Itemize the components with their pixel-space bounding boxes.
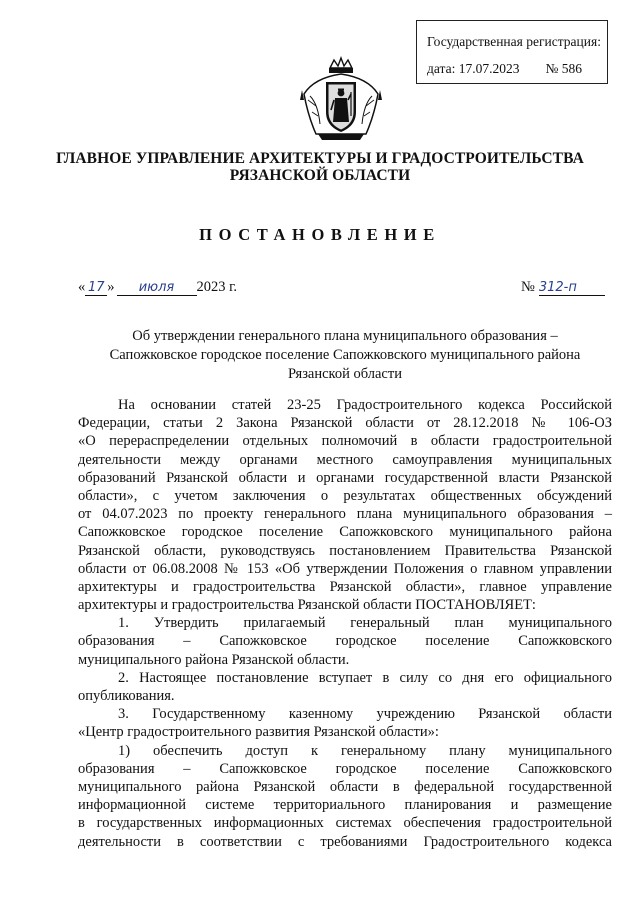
registration-date: дата: 17.07.2023 (427, 61, 520, 76)
body-line: области от 06.08.2008 № 153 «Об утверждении Положения о главном управлении (78, 560, 612, 577)
body-line: образований Рязанской области и органами государственной власти Рязанской (78, 469, 612, 486)
date-day-handwritten: 17 (85, 280, 107, 296)
date-month-handwritten: июля (117, 280, 197, 296)
body-line: муниципального района Рязанской области. (78, 651, 350, 668)
date-open-quote: « (78, 279, 86, 295)
body-line: 3. Государственному казенному учреждению Рязанской области (118, 706, 612, 723)
document-number-prefix: № (521, 279, 535, 295)
date-year: 2023 г. (196, 279, 238, 295)
document-date (78, 279, 237, 296)
subject-line: Сапожковское городское поселение Сапожковского муниципального района (109, 347, 581, 363)
registration-title: Государственная регистрация: (427, 34, 601, 49)
document-type-title: ПОСТАНОВЛЕНИЕ (199, 225, 441, 244)
subject-line: Об утверждении генерального плана муниципального образования – (132, 328, 558, 344)
body-line: Сапожковское городское поселение Сапожковского муниципального района (78, 524, 612, 541)
body-line: архитектуры и градостроительства Рязанской области», главное управление (78, 578, 612, 595)
body-line: «О перераспределении отдельных полномочий в области градостроительной (78, 433, 612, 450)
document-number (521, 279, 605, 296)
body-line: архитектуры и градостроительства Рязанской области ПОСТАНОВЛЯЕТ: (78, 597, 536, 614)
body-line: На основании статей 23-25 Градостроительного кодекса Российской (118, 397, 612, 413)
body-line: деятельности между органами местного самоуправления муниципальных (78, 451, 612, 468)
document-number-handwritten: 312-п (539, 280, 605, 296)
body-line: области», с учетом заключения о результатах общественных обсуждений (78, 487, 612, 504)
body-line: деятельности в соответствии с требованиями Градостроительного кодекса (78, 833, 612, 850)
body-line: Федерации, статьи 2 Закона Рязанской области от 28.12.2018 № 106-ОЗ (78, 415, 612, 432)
subject-line: Рязанской области (288, 366, 402, 382)
organization-title-line1: ГЛАВНОЕ УПРАВЛЕНИЕ АРХИТЕКТУРЫ И ГРАДОСТРОИТЕЛЬСТВА (56, 150, 584, 167)
body-line: муниципального района Рязанской области в федеральной государственной (78, 778, 612, 795)
body-line: «Центр градостроительного развития Рязанской области»: (78, 724, 439, 741)
body-line: Рязанской области, руководствуясь постановлением Правительства Рязанской (78, 542, 612, 559)
document-subject (80, 327, 610, 384)
body-line: образования – Сапожковское городское поселение Сапожковского (78, 633, 612, 650)
organization-title (0, 150, 640, 184)
document-body (78, 396, 612, 851)
body-line: 1. Утвердить прилагаемый генеральный план муниципального (118, 615, 612, 632)
coat-of-arms-emblem (296, 54, 386, 144)
body-line: опубликования. (78, 688, 175, 704)
body-line: 2. Настоящее постановление вступает в силу со дня его официального (118, 669, 612, 686)
body-line: в государственных информационных системах обеспечения градостроительной (78, 815, 612, 832)
organization-title-line2: РЯЗАНСКОЙ ОБЛАСТИ (229, 167, 411, 184)
registration-stamp (416, 20, 608, 84)
body-line: информационной системе территориального планирования и размещение (78, 797, 612, 814)
registration-number: № 586 (545, 61, 582, 76)
date-close-quote: » (107, 279, 115, 295)
body-line: 1) обеспечить доступ к генеральному плану муниципального (118, 742, 612, 759)
body-line: от 04.07.2023 по проекту генерального плана муниципального образования – (78, 506, 612, 523)
body-line: образования – Сапожковское городское поселение Сапожковского (78, 760, 612, 777)
